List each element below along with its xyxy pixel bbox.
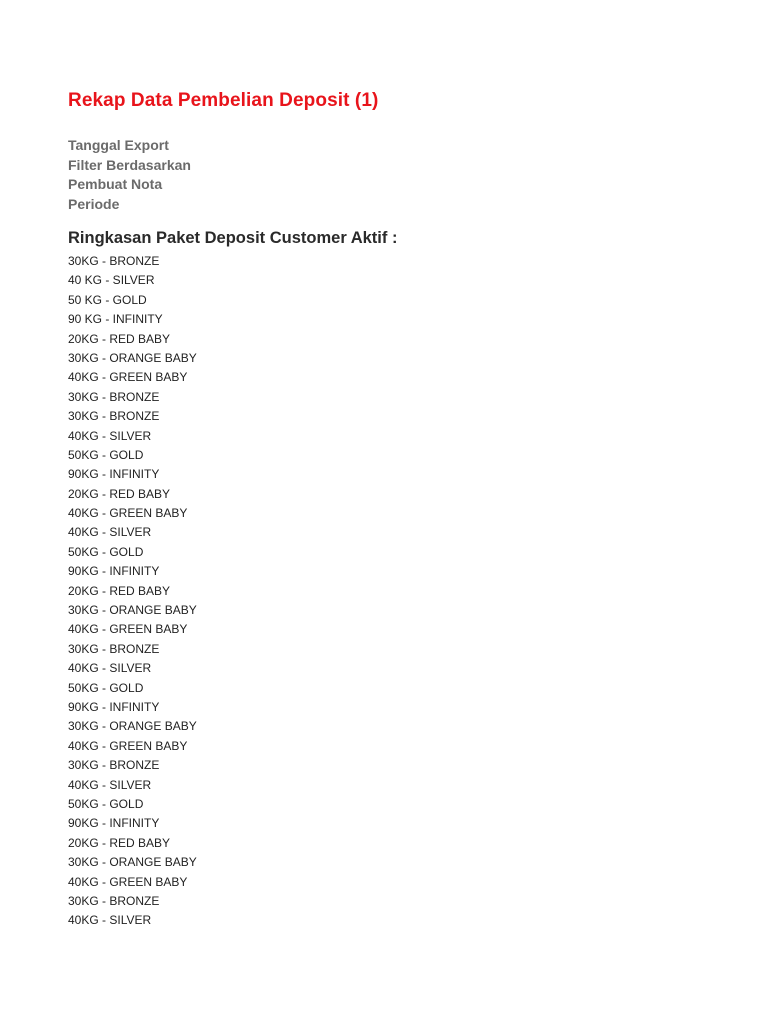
package-list-item: 40 KG - SILVER — [68, 273, 155, 288]
package-list-item: 40KG - SILVER — [68, 777, 152, 792]
package-list-item: 30KG - BRONZE — [68, 409, 160, 424]
package-list-item: 30KG - ORANGE BABY — [68, 603, 197, 618]
package-list-item: 50KG - GOLD — [68, 544, 144, 559]
meta-label-filter: Filter Berdasarkan — [68, 156, 191, 173]
package-list-item: 30KG - ORANGE BABY — [68, 855, 197, 870]
section-title-active-deposit-summary: Ringkasan Paket Deposit Customer Aktif : — [68, 229, 398, 247]
deposit-package-list — [68, 252, 197, 931]
package-list-item: 90KG - INFINITY — [68, 816, 160, 831]
package-list-item: 30KG - BRONZE — [68, 893, 160, 908]
meta-label-note-creator: Pembuat Nota — [68, 176, 163, 192]
package-list-item: 30KG - ORANGE BABY — [68, 350, 197, 365]
package-list-item: 30KG - BRONZE — [68, 254, 160, 268]
package-list-item: 40KG - SILVER — [68, 661, 152, 676]
package-list-item: 90KG - INFINITY — [68, 564, 160, 579]
package-list-item: 40KG - GREEN BABY — [68, 874, 188, 889]
package-list-item: 30KG - ORANGE BABY — [68, 719, 197, 734]
package-list-item: 20KG - RED BABY — [68, 331, 171, 346]
package-list-item: 50KG - GOLD — [68, 447, 144, 462]
meta-label-period: Periode — [68, 195, 120, 212]
package-list-item: 50KG - GOLD — [68, 796, 144, 811]
package-list-item: 40KG - SILVER — [68, 913, 152, 928]
package-list-item: 50KG - GOLD — [68, 680, 144, 695]
package-list-item: 90KG - INFINITY — [68, 467, 160, 482]
package-list-item: 40KG - GREEN BABY — [68, 370, 188, 385]
package-list-item: 30KG - BRONZE — [68, 641, 160, 656]
document-title: Rekap Data Pembelian Deposit (1) — [68, 90, 379, 111]
package-list-item: 50 KG - GOLD — [68, 292, 147, 307]
export-meta-list — [68, 136, 191, 214]
meta-label-export-date: Tanggal Export — [68, 137, 169, 153]
package-list-item: 30KG - BRONZE — [68, 758, 160, 773]
package-list-item: 40KG - SILVER — [68, 428, 152, 443]
package-list-item: 90KG - INFINITY — [68, 699, 160, 714]
package-list-item: 40KG - GREEN BABY — [68, 738, 188, 753]
package-list-item: 20KG - RED BABY — [68, 583, 171, 598]
package-list-item: 20KG - RED BABY — [68, 835, 171, 850]
package-list-item: 30KG - BRONZE — [68, 389, 160, 404]
package-list-item: 40KG - GREEN BABY — [68, 506, 188, 521]
package-list-item: 40KG - SILVER — [68, 525, 152, 540]
package-list-item: 90 KG - INFINITY — [68, 312, 163, 327]
package-list-item: 40KG - GREEN BABY — [68, 622, 188, 637]
package-list-item: 20KG - RED BABY — [68, 486, 171, 501]
